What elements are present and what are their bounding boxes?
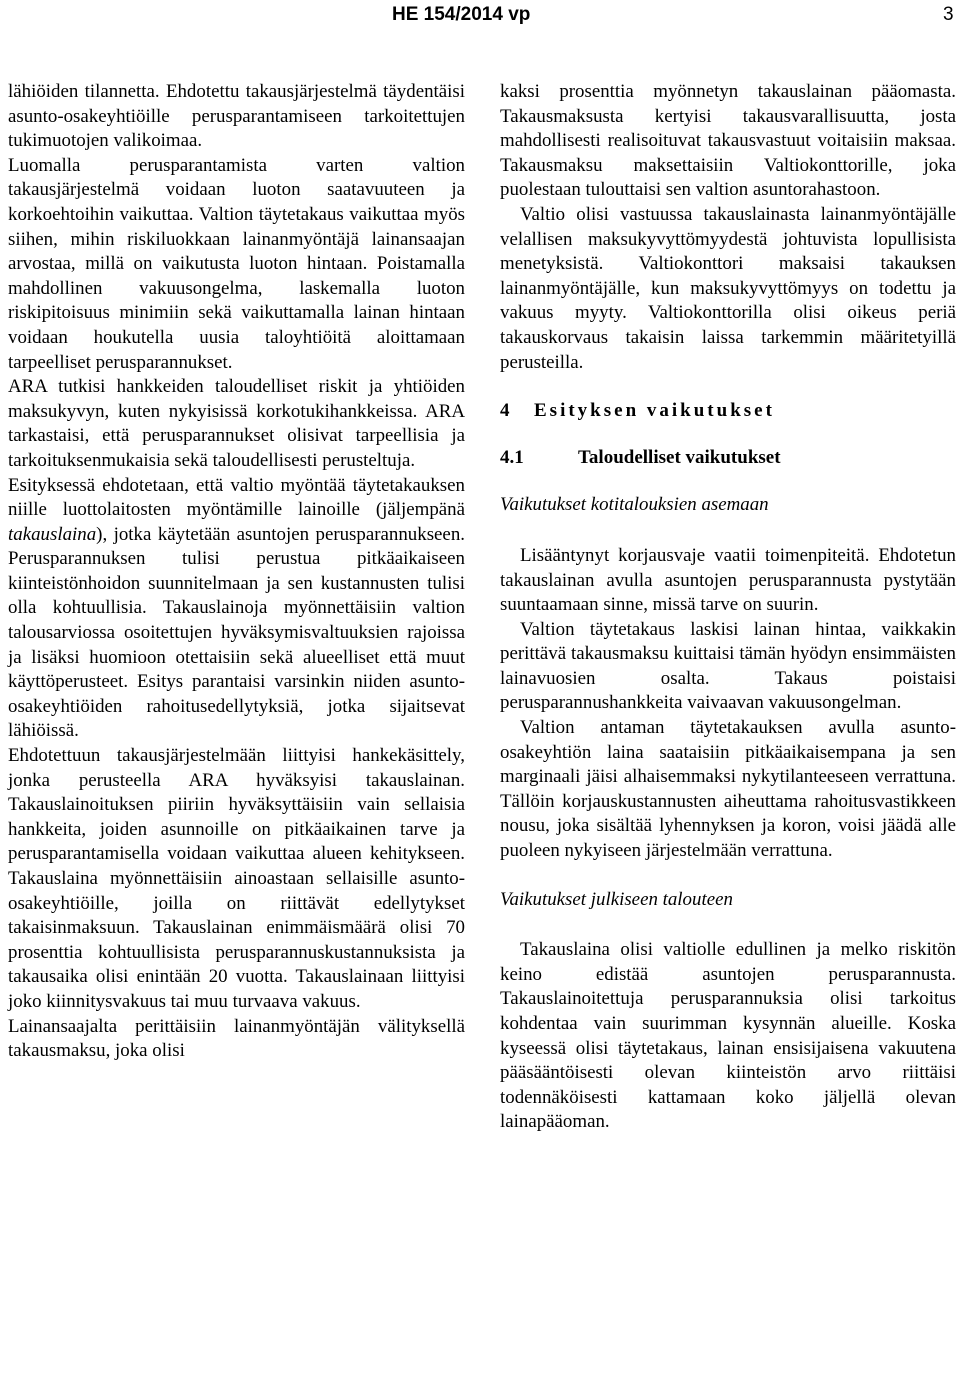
paragraph: ARA tutkisi hankkeiden taloudelliset riskit ja yhtiöiden maksukyvyn, kuten nykyisissä korkotukihankkeissa. ARA tarkastaisi, että perusparannukset olisivat tarpeellisia ja tarkoituksenmukaisia sekä taloudellisesti perusteltuja.	[8, 376, 465, 471]
paragraph: kaksi prosenttia myönnetyn takauslainan pääomasta. Takausmaksusta kertyisi takausvarallisuutta, josta mahdollisesti realisoituvat takausvastuut voitaisiin maksaa. Takausmaksu maksettaisiin Valtiokonttorille, joka puolestaan tulouttaisi sen valtion asuntorahastoon.	[500, 81, 956, 201]
paragraph-text: Esityksessä ehdotetaan, että valtio myöntää täytetakauksen niille luottolaitosten myöntämille lainoille (jäljempänä	[8, 474, 465, 521]
subsubsection-heading: Vaikutukset julkiseen talouteen	[500, 888, 733, 910]
document-identifier: HE 154/2014 vp	[392, 4, 531, 25]
right-column	[500, 80, 956, 1135]
paragraph: Valtio olisi vastuussa takauslainasta lainanmyöntäjälle velallisen maksukyvyttömyydestä johtuvista lopullisista menetyksistä. Valtiokonttori maksaisi takauksen lainanmyöntäjälle, kun maksukyvyttömyys on todettu ja vakuus myyty. Valtiokonttorilla olisi oikeus periä takauskorvaus takaisin laissa tarkemmin määritetyillä perusteilla.	[500, 203, 956, 373]
paragraph: Luomalla perusparantamista varten valtion takausjärjestelmä voidaan luoton saatavuuteen ja korkoehtoihin vaikuttaa. Valtion täytetakaus vaikuttaa myös siihen, mihin riskiluokkaan lainanmyöntäjä lainansaajan arvostaa, millä on vaikutusta luoton hintaan. Poistamalla mahdollinen vakuusongelma, laskemalla luoton riskipitoisuus minimiin sekä vaikuttamalla lainan hintaan voidaan houkutella uusia taloyhtiöitä aloittamaan tarpeelliset perusparannukset.	[8, 154, 465, 373]
spacer	[500, 864, 956, 888]
paragraph-text: ), jotka käytetään asuntojen perusparannukseen. Perusparannuksen tulisi perustua pitkäaikaiseen kiinteistönhoidon suunnitelmaan ja sen kustannusten tulisi olla kohtuullisia. Takauslainoja myönnettäisiin valtion talousarviossa osoitettujen hyväksymisvaltuuksien rajoissa ja lisäksi huomioon otettaisiin sekä alueelliset että muut käyttöperusteet. Esitys parantaisi varsinkin niiden asunto-osakeyhtiöiden rahoitusedellytyksiä, jotka sijaitsevat lähiöissä.	[8, 523, 465, 742]
section-number: 4	[500, 400, 510, 422]
left-column	[8, 80, 465, 1064]
paragraph: Valtion täytetakaus laskisi lainan hintaa, vaikkakin perittävä takausmaksu kuittaisi tämän hyödyn ensimmäisten lainavuosien osalta. Takaus poistaisi perusparannushankkeita vaivaavan vakuusongelman.	[500, 618, 956, 714]
subsection-title: Taloudelliset vaikutukset	[578, 446, 781, 468]
subsubsection-heading: Vaikutukset kotitalouksien asemaan	[500, 494, 769, 516]
paragraph: Takauslaina olisi valtiolle edullinen ja melko riskitön keino edistää asuntojen perusparannusta. Takauslainoitettuja perusparannuksia olisi tarkoitus kohdentaa vain suurimman kysynnän alueille. Koska kyseessä olisi täytetakaus, lainan ensisijaisena vakuutena pääsääntöisesti olevan kiinteistön arvo riittäisi todennäköisesti kattamaan koko jäljellä olevan lainapääoman.	[500, 939, 956, 1133]
subsection-heading	[500, 446, 956, 471]
defined-term: takauslaina	[8, 523, 97, 545]
paragraph: Lainansaajalta perittäisiin lainanmyöntäjän välityksellä takausmaksu, joka olisi	[8, 1015, 465, 1062]
paragraph	[8, 474, 465, 745]
section-heading	[500, 399, 956, 424]
paragraph: Lisääntynyt korjausvaje vaatii toimenpiteitä. Ehdotetun takauslainan avulla asuntojen perusparannusta pystytään suuntaamaan sinne, missä tarve on suurin.	[500, 544, 956, 616]
paragraph: Valtion antaman täytetakauksen avulla asunto-osakeyhtiön laina saataisiin pitkäaikaisempana ja sen marginaali jäisi alhaisemmaksi nykytilanteeseen verrattuna. Tällöin korjauskustannusten aiheuttama rahoitusvastikkeen nousu, joka sisältää lyhennyksen ja koron, voisi jäädä alle puoleen nykyiseen järjestelmään verrattuna.	[500, 717, 956, 862]
paragraph: Ehdotettuun takausjärjestelmään liittyisi hankekäsittely, jonka perusteella ARA hyväksyisi takauslainan. Takauslainoituksen piiriin hyväksyttäisiin vain sellaisia hankkeita, joiden asunnoille on pitkäaikainen tarve ja perusparantamisella voidaan vaikuttaa alueen kehitykseen. Takauslaina myönnettäisiin ainoastaan sellaisille asunto-osakeyhtiöille, joilla on riittävät edellytykset takaisinmaksuun. Takauslainan enimmäismäärä olisi 70 prosenttia kohtuullisista perusparannuskustannuksista ja takausaika olisi enintään 20 vuotta. Takauslainaan liittyisi joko kiinnitysvakuus tai muu turvaava vakuus.	[8, 745, 465, 1012]
paragraph: lähiöiden tilannetta. Ehdotettu takausjärjestelmä täydentäisi asunto-osakeyhtiöille perusparantamiseen tarkoitettujen tukimuotojen valikoimaa.	[8, 81, 465, 152]
subsection-number: 4.1	[500, 446, 524, 468]
section-title: Esityksen vaikutukset	[534, 400, 775, 422]
page-number: 3	[943, 4, 954, 25]
page-header	[0, 4, 960, 30]
